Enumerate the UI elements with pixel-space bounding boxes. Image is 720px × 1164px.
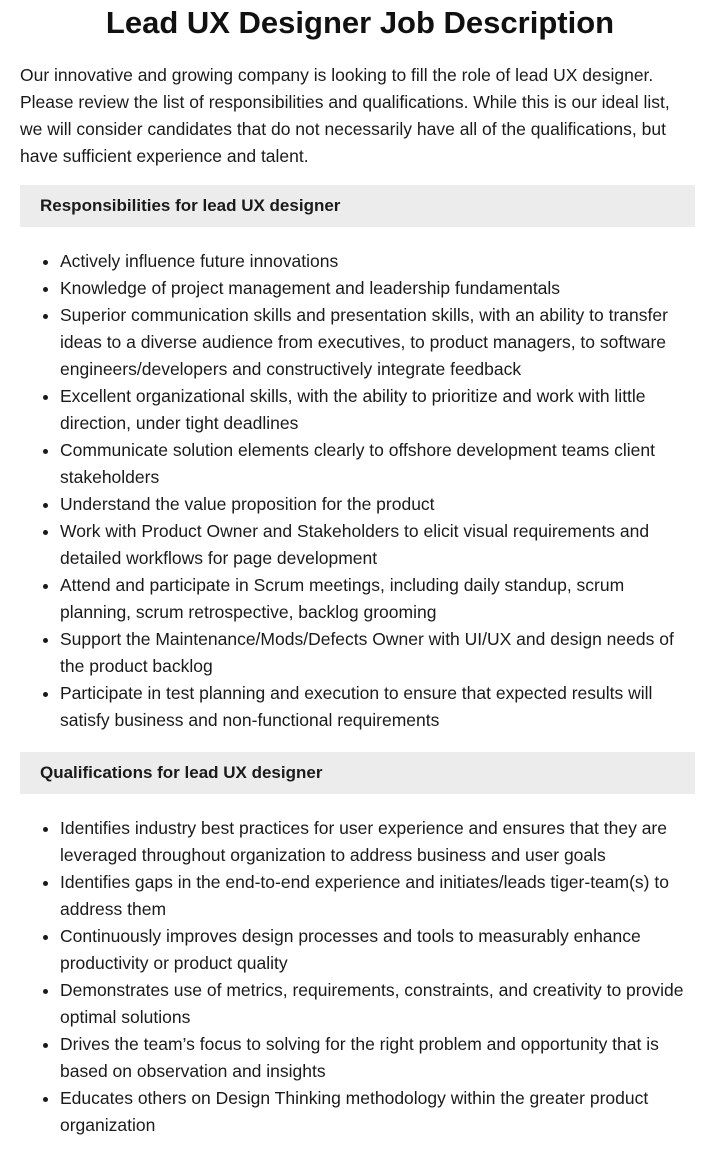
list-item: • Identifies gaps in the end-to-end experience and initiates/leads tiger-team(s) to address them bbox=[60, 869, 695, 923]
list-item: • Educates others on Design Thinking methodology within the greater product organization bbox=[60, 1085, 695, 1139]
list-item: • Knowledge of project management and leadership fundamentals bbox=[60, 275, 695, 302]
list-item: • Attend and participate in Scrum meetings, including daily standup, scrum planning, scrum retrospective, backlog grooming bbox=[60, 572, 695, 626]
list-item: • Understand the value proposition for the product bbox=[60, 491, 695, 518]
list-item: • Participate in test planning and execution to ensure that expected results will satisfy business and non-functional requirements bbox=[60, 680, 695, 734]
list-item: • Drives the team’s focus to solving for the right problem and opportunity that is based on observation and insights bbox=[60, 1031, 695, 1085]
list-item: • Work with Product Owner and Stakeholders to elicit visual requirements and detailed workflows for page development bbox=[60, 518, 695, 572]
page-title: Lead UX Designer Job Description bbox=[105, 5, 615, 40]
list-item: • Support the Maintenance/Mods/Defects Owner with UI/UX and design needs of the product backlog bbox=[60, 626, 695, 680]
list-item: • Identifies industry best practices for user experience and ensures that they are leveraged throughout organization to address business and user goals bbox=[60, 815, 695, 869]
qualifications-heading: Qualifications for lead UX designer bbox=[20, 752, 695, 794]
list-item: • Continuously improves design processes and tools to measurably enhance productivity or product quality bbox=[60, 923, 695, 977]
responsibilities-list bbox=[20, 248, 695, 734]
responsibilities-heading: Responsibilities for lead UX designer bbox=[20, 185, 695, 227]
qualifications-list bbox=[20, 815, 695, 1139]
list-item: • Superior communication skills and presentation skills, with an ability to transfer ideas to a diverse audience from executives, to product managers, to software engineers/developers and constructively integrate feedback bbox=[60, 302, 695, 383]
intro-paragraph: Our innovative and growing company is looking to fill the role of lead UX designer. Please review the list of responsibilities and qualifications. While this is our ideal list, we will consider candidates that do not necessarily have all of the qualifications, but have sufficient experience and talent. bbox=[20, 65, 670, 166]
list-item: • Actively influence future innovations bbox=[60, 248, 695, 275]
list-item: • Demonstrates use of metrics, requirements, constraints, and creativity to provide optimal solutions bbox=[60, 977, 695, 1031]
list-item: • Communicate solution elements clearly to offshore development teams client stakeholders bbox=[60, 437, 695, 491]
list-item: • Excellent organizational skills, with the ability to prioritize and work with little direction, under tight deadlines bbox=[60, 383, 695, 437]
